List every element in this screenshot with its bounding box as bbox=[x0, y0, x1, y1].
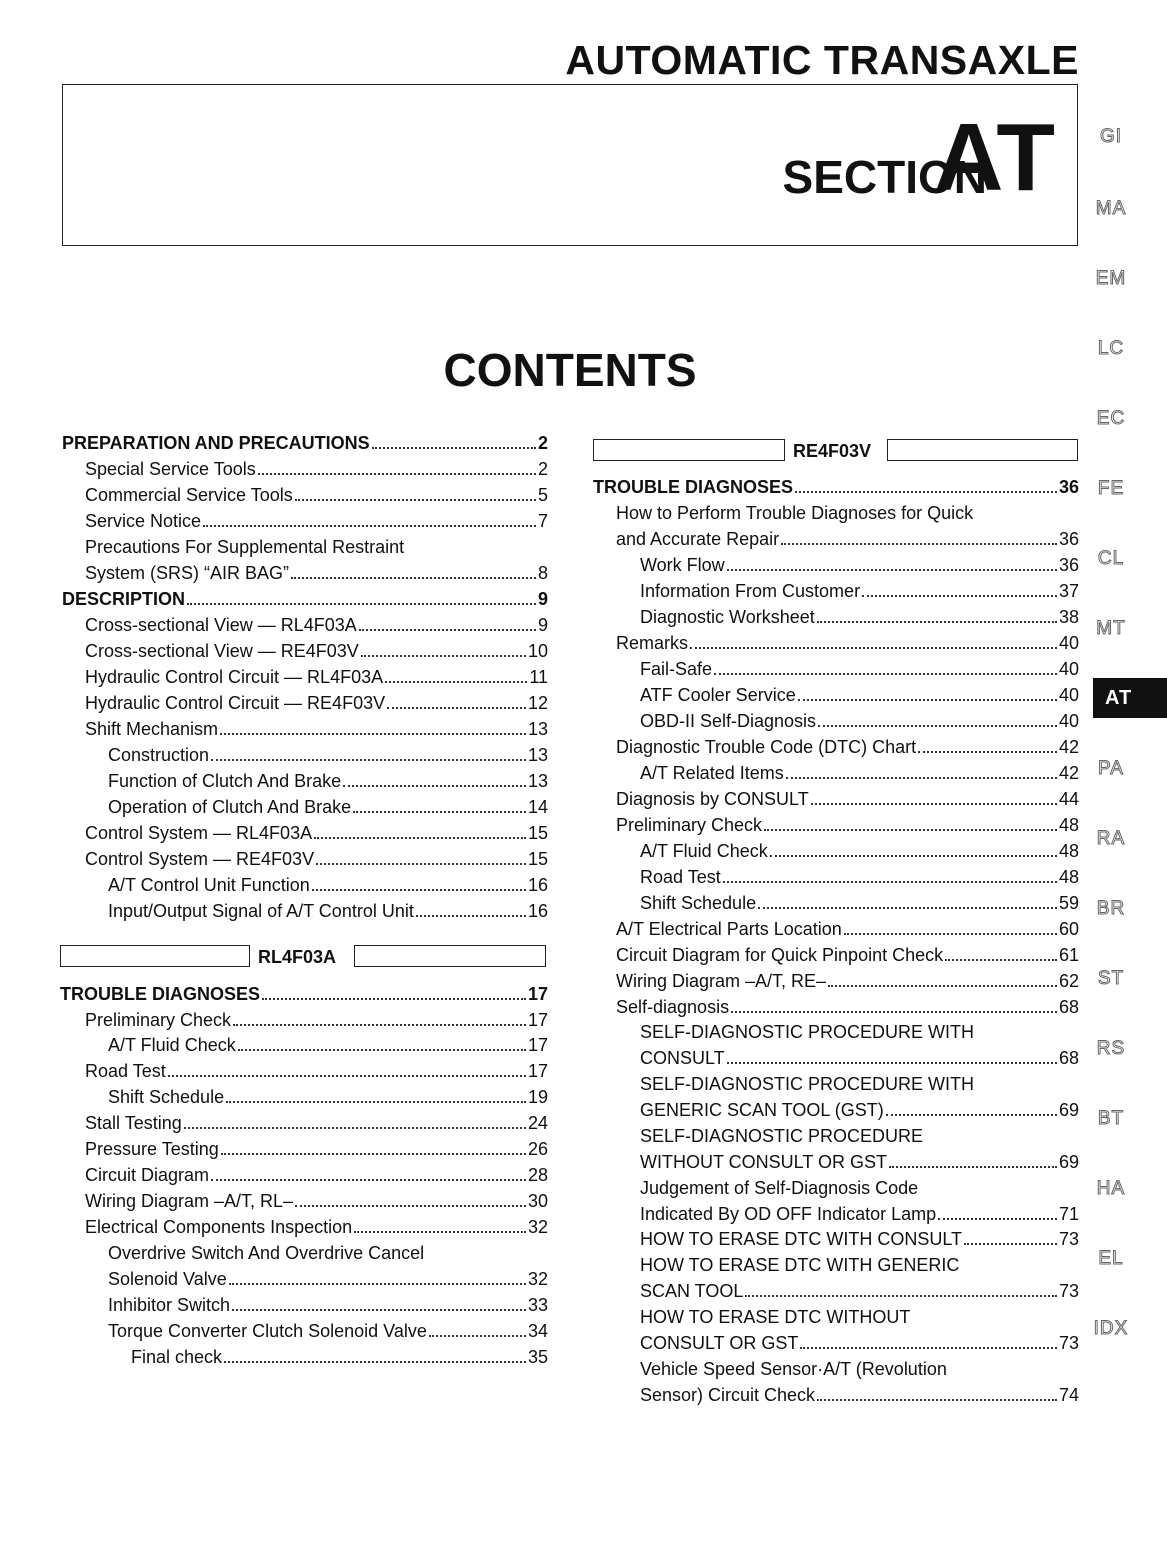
tab-bt[interactable]: BT bbox=[1097, 1108, 1125, 1129]
tab-ma[interactable]: MA bbox=[1095, 198, 1127, 219]
toc-entry[interactable]: Circuit Diagram for Quick Pinpoint Check 61 bbox=[616, 945, 1079, 965]
toc-entry[interactable]: PREPARATION AND PRECAUTIONS 2 bbox=[62, 433, 548, 453]
toc-entry-line: Judgement of Self-Diagnosis Code bbox=[640, 1178, 919, 1198]
tab-em[interactable]: EM bbox=[1095, 268, 1127, 289]
toc-entry[interactable]: Self-diagnosis 68 bbox=[616, 997, 1079, 1017]
toc-entry[interactable]: Function of Clutch And Brake 13 bbox=[108, 771, 548, 791]
toc-entry[interactable]: Inhibitor Switch 33 bbox=[108, 1295, 548, 1315]
toc-entry[interactable]: Preliminary Check 48 bbox=[616, 815, 1079, 835]
toc-entry-line: SELF-DIAGNOSTIC PROCEDURE WITH bbox=[640, 1022, 975, 1042]
toc-entry[interactable]: Diagnostic Trouble Code (DTC) Chart 42 bbox=[616, 737, 1079, 757]
toc-entry[interactable]: System (SRS) “AIR BAG” 8 bbox=[85, 563, 548, 583]
tab-cl[interactable]: CL bbox=[1097, 548, 1125, 569]
toc-entry[interactable]: Sensor) Circuit Check 74 bbox=[640, 1385, 1079, 1405]
toc-entry-line: HOW TO ERASE DTC WITH GENERIC bbox=[640, 1255, 960, 1275]
toc-entry[interactable]: DESCRIPTION 9 bbox=[62, 589, 548, 609]
side-index-tabs bbox=[1088, 0, 1167, 1544]
toc-entry[interactable]: Operation of Clutch And Brake 14 bbox=[108, 797, 548, 817]
toc-entry[interactable]: Shift Mechanism 13 bbox=[85, 719, 548, 739]
toc-entry[interactable]: ATF Cooler Service 40 bbox=[640, 685, 1079, 705]
toc-entry-line: Overdrive Switch And Overdrive Cancel bbox=[108, 1243, 425, 1263]
tab-idx[interactable]: IDX bbox=[1093, 1318, 1129, 1339]
toc-entry[interactable]: CONSULT 68 bbox=[640, 1048, 1079, 1068]
section-code: AT bbox=[934, 104, 1055, 211]
toc-entry[interactable]: WITHOUT CONSULT OR GST 69 bbox=[640, 1152, 1079, 1172]
toc-entry-line: SELF-DIAGNOSTIC PROCEDURE WITH bbox=[640, 1074, 975, 1094]
tab-pa[interactable]: PA bbox=[1098, 758, 1124, 779]
toc-entry[interactable]: Control System — RL4F03A 15 bbox=[85, 823, 548, 843]
toc-entry[interactable]: GENERIC SCAN TOOL (GST) 69 bbox=[640, 1100, 1079, 1120]
tab-st[interactable]: ST bbox=[1097, 968, 1125, 989]
toc-entry[interactable]: Cross-sectional View — RE4F03V 10 bbox=[85, 641, 548, 661]
tab-fe[interactable]: FE bbox=[1097, 478, 1125, 499]
toc-entry[interactable]: TROUBLE DIAGNOSES 36 bbox=[593, 477, 1079, 497]
toc-entry-line: SELF-DIAGNOSTIC PROCEDURE bbox=[640, 1126, 924, 1146]
toc-entry[interactable]: Control System — RE4F03V 15 bbox=[85, 849, 548, 869]
toc-entry[interactable]: Shift Schedule 19 bbox=[108, 1087, 548, 1107]
page-title: AUTOMATIC TRANSAXLE bbox=[565, 37, 1079, 83]
toc-entry[interactable]: Diagnosis by CONSULT 44 bbox=[616, 789, 1079, 809]
tab-ha[interactable]: HA bbox=[1096, 1178, 1126, 1199]
tab-el[interactable]: EL bbox=[1098, 1248, 1124, 1269]
toc-entry[interactable]: CONSULT OR GST 73 bbox=[640, 1333, 1079, 1353]
toc-entry-line: How to Perform Trouble Diagnoses for Quick bbox=[616, 503, 974, 523]
toc-entry[interactable]: Indicated By OD OFF Indicator Lamp 71 bbox=[640, 1204, 1079, 1224]
sub-header-rl4f03a: RL4F03A bbox=[60, 945, 548, 969]
tab-lc[interactable]: LC bbox=[1097, 338, 1125, 359]
toc-entry-line: Precautions For Supplemental Restraint bbox=[85, 537, 405, 557]
toc-entry[interactable]: Commercial Service Tools 5 bbox=[85, 485, 548, 505]
toc-entry[interactable]: Construction 13 bbox=[108, 745, 548, 765]
toc-entry[interactable]: A/T Control Unit Function 16 bbox=[108, 875, 548, 895]
toc-entry[interactable]: Circuit Diagram 28 bbox=[85, 1165, 548, 1185]
toc-entry[interactable]: A/T Fluid Check 17 bbox=[108, 1035, 548, 1055]
toc-entry[interactable]: HOW TO ERASE DTC WITH CONSULT 73 bbox=[640, 1229, 1079, 1249]
tab-ec[interactable]: EC bbox=[1096, 408, 1126, 429]
sub-header-re4f03v: RE4F03V bbox=[593, 439, 1078, 463]
toc-entry[interactable]: Solenoid Valve 32 bbox=[108, 1269, 548, 1289]
toc-entry[interactable]: Pressure Testing 26 bbox=[85, 1139, 548, 1159]
toc-entry[interactable]: A/T Fluid Check 48 bbox=[640, 841, 1079, 861]
toc-entry[interactable]: Torque Converter Clutch Solenoid Valve 34 bbox=[108, 1321, 548, 1341]
toc-entry[interactable]: A/T Electrical Parts Location 60 bbox=[616, 919, 1079, 939]
toc-entry[interactable]: Road Test 48 bbox=[640, 867, 1079, 887]
toc-entry[interactable]: Stall Testing 24 bbox=[85, 1113, 548, 1133]
toc-entry[interactable]: Information From Customer 37 bbox=[640, 581, 1079, 601]
toc-entry[interactable]: Shift Schedule 59 bbox=[640, 893, 1079, 913]
tab-br[interactable]: BR bbox=[1096, 898, 1126, 919]
toc-entry[interactable]: and Accurate Repair 36 bbox=[616, 529, 1079, 549]
toc-entry[interactable]: Remarks 40 bbox=[616, 633, 1079, 653]
toc-entry[interactable]: OBD-II Self-Diagnosis 40 bbox=[640, 711, 1079, 731]
tab-mt[interactable]: MT bbox=[1096, 618, 1126, 639]
contents-heading: CONTENTS bbox=[443, 344, 697, 396]
toc-entry[interactable]: Electrical Components Inspection 32 bbox=[85, 1217, 548, 1237]
toc-entry[interactable]: Hydraulic Control Circuit — RE4F03V 12 bbox=[85, 693, 548, 713]
toc-entry[interactable]: Work Flow 36 bbox=[640, 555, 1079, 575]
toc-entry[interactable]: Special Service Tools 2 bbox=[85, 459, 548, 479]
toc-entry[interactable]: Road Test 17 bbox=[85, 1061, 548, 1081]
section-word: SECTION bbox=[782, 151, 987, 203]
tab-rs[interactable]: RS bbox=[1096, 1038, 1126, 1059]
toc-entry[interactable]: Input/Output Signal of A/T Control Unit 16 bbox=[108, 901, 548, 921]
toc-entry[interactable]: Cross-sectional View — RL4F03A 9 bbox=[85, 615, 548, 635]
toc-entry[interactable]: TROUBLE DIAGNOSES 17 bbox=[60, 984, 548, 1004]
tab-ra[interactable]: RA bbox=[1096, 828, 1126, 849]
toc-entry-line: Vehicle Speed Sensor·A/T (Revolution bbox=[640, 1359, 947, 1379]
toc-entry[interactable]: Fail-Safe 40 bbox=[640, 659, 1079, 679]
tab-at[interactable]: AT bbox=[1093, 678, 1167, 718]
toc-entry[interactable]: Preliminary Check 17 bbox=[85, 1010, 548, 1030]
toc-entry[interactable]: A/T Related Items 42 bbox=[640, 763, 1079, 783]
toc-entry[interactable]: Service Notice 7 bbox=[85, 511, 548, 531]
tab-gi[interactable]: GI bbox=[1099, 126, 1123, 147]
toc-entry-line: HOW TO ERASE DTC WITHOUT bbox=[640, 1307, 911, 1327]
toc-entry[interactable]: Diagnostic Worksheet 38 bbox=[640, 607, 1079, 627]
toc-entry[interactable]: SCAN TOOL 73 bbox=[640, 1281, 1079, 1301]
toc-entry[interactable]: Final check 35 bbox=[131, 1347, 548, 1367]
toc-entry[interactable]: Wiring Diagram –A/T, RE– 62 bbox=[616, 971, 1079, 991]
toc-entry[interactable]: Wiring Diagram –A/T, RL– 30 bbox=[85, 1191, 548, 1211]
toc-entry[interactable]: Hydraulic Control Circuit — RL4F03A 11 bbox=[85, 667, 548, 687]
